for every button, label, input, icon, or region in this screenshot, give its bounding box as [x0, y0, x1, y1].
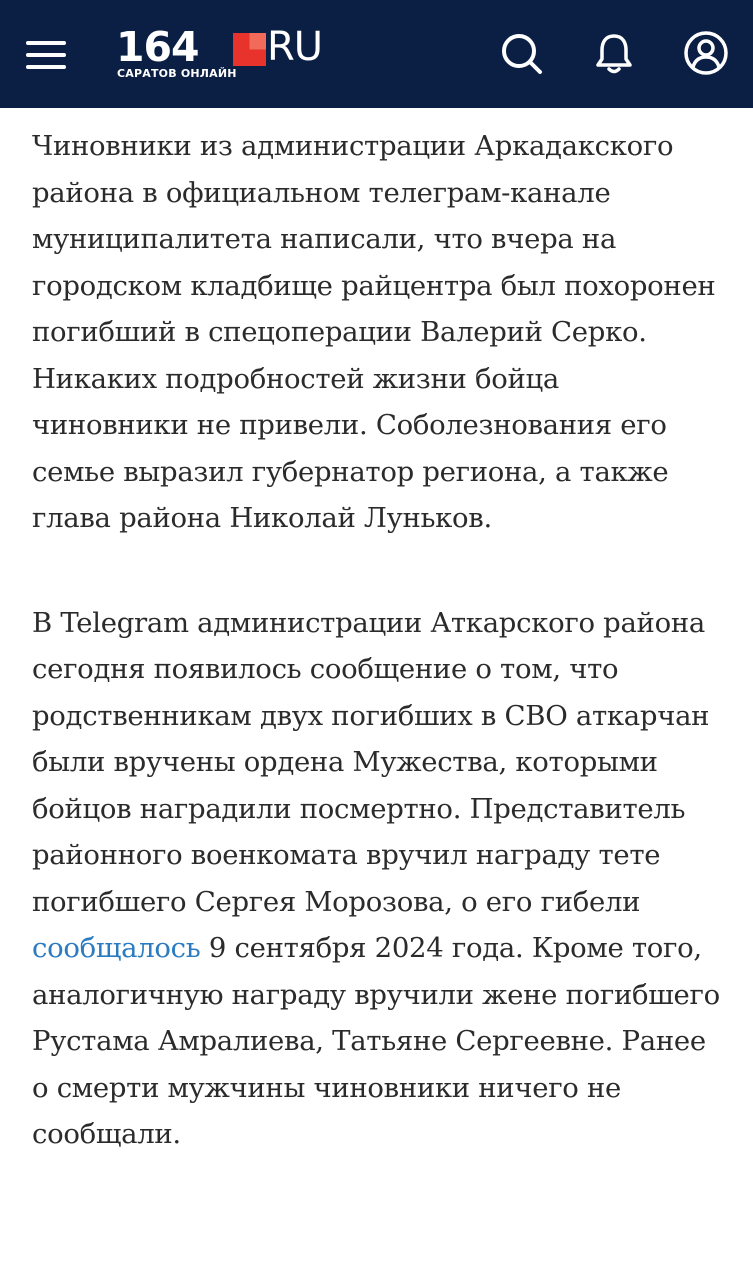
menu-line	[26, 53, 66, 57]
paragraph-text: 9 сентября 2024 года. Кроме того, аналогичную награду вручили жене погибшего Рустама Амралиева, Татьяне Сергеевне. Ранее о смерти мужчины чиновники ничего не сообщали.	[32, 932, 720, 1150]
logo-number: 164	[116, 23, 199, 71]
bell-icon[interactable]	[591, 30, 637, 76]
search-icon[interactable]	[498, 30, 544, 76]
user-icon[interactable]	[683, 30, 729, 76]
logo-square-icon	[233, 33, 266, 66]
article-body	[32, 123, 722, 1216]
paragraph-text: В Telegram администрации Аткарского района сегодня появилось сообщение о том, что родственникам двух погибших в СВО аткарчан были вручены ордена Мужества, которыми бойцов наградили посмертно. Представитель районного военкомата вручил награду тете погибшего Сергея Морозова, о его гибели	[32, 606, 710, 918]
menu-line	[26, 65, 66, 69]
logo-suffix: RU	[267, 24, 323, 70]
article-link[interactable]: сообщалось	[32, 932, 201, 964]
site-header	[0, 0, 753, 108]
site-logo[interactable]	[116, 24, 346, 84]
article-paragraph: Чиновники из администрации Аркадакского района в официальном телеграм-канале муниципалитета написали, что вчера на городском кладбище райцентра был похоронен погибший в спецоперации Валерий Серко. Никаких подробностей жизни бойца чиновники не привели. Соболезнования его семье выразил губернатор региона, а также глава района Николай Луньков.	[32, 130, 716, 534]
logo-subtitle: САРАТОВ ОНЛАЙН	[117, 67, 237, 80]
article-paragraph	[32, 600, 722, 1158]
menu-icon[interactable]	[26, 38, 66, 72]
menu-line	[26, 41, 66, 45]
